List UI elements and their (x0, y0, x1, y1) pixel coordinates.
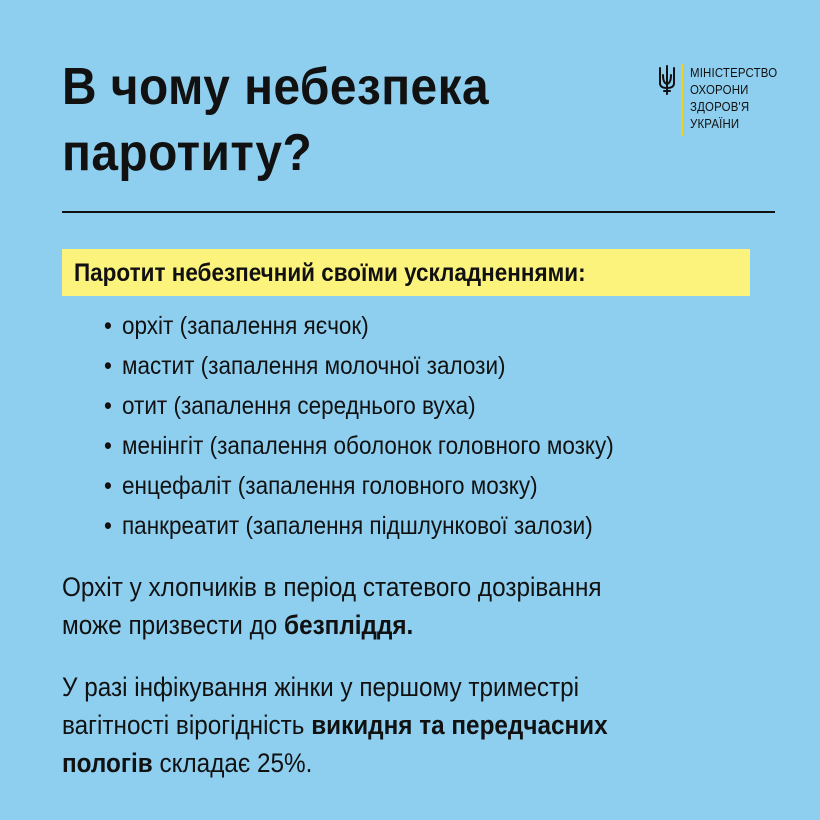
list-item-text: менінгіт (запалення оболонок головного мозку) (122, 432, 614, 460)
pregnancy-paragraph (62, 668, 668, 782)
list-item (104, 350, 614, 390)
complications-list (104, 310, 670, 550)
list-item-text: мастит (запалення молочної залози) (122, 352, 506, 380)
paragraph-bold-text: викидня та передчасних (311, 710, 608, 740)
bullet-icon: • (104, 512, 112, 540)
list-item (104, 470, 614, 510)
paragraph-line: Орхіт у хлопчиків в період статевого дозрівання (62, 572, 602, 602)
bullet-icon: • (104, 432, 112, 460)
list-item (104, 430, 614, 470)
list-item (104, 510, 614, 550)
paragraph-line (62, 706, 608, 744)
logo-line: УКРАЇНИ (690, 116, 740, 131)
paragraph-line (62, 744, 608, 782)
highlight-text: Паротит небезпечний своїми ускладненнями: (74, 259, 586, 287)
bullet-icon: • (104, 472, 112, 500)
paragraph-line (62, 606, 602, 644)
bullet-icon: • (104, 392, 112, 420)
title-divider (62, 211, 775, 213)
paragraph-text: вагітності вірогідність (62, 710, 312, 740)
page-title (62, 54, 577, 186)
paragraph-text: складає 25%. (152, 748, 313, 778)
orchitis-paragraph (62, 568, 662, 644)
paragraph-bold-text: безпліддя. (284, 610, 414, 640)
logo-line: МІНІСТЕРСТВО (690, 65, 778, 80)
title-line-1: В чому небезпека (62, 58, 490, 116)
list-item-text: панкреатит (запалення підшлункової залози) (122, 512, 593, 540)
title-line-2: паротиту? (62, 124, 313, 182)
bullet-icon: • (104, 352, 112, 380)
trident-icon (657, 65, 677, 95)
ministry-logo (657, 64, 789, 136)
list-item (104, 390, 614, 430)
logo-line: ЗДОРОВ'Я (690, 99, 750, 114)
paragraph-line: У разі інфікування жінки у першому триместрі (62, 672, 580, 702)
list-item-text: енцефаліт (запалення головного мозку) (122, 472, 538, 500)
list-item (104, 310, 614, 350)
logo-line: ОХОРОНИ (690, 82, 749, 97)
paragraph-bold-text: пологів (62, 748, 153, 778)
logo-divider (681, 64, 683, 136)
highlight-box (62, 249, 750, 296)
list-item-text: орхіт (запалення яєчок) (122, 312, 369, 340)
paragraph-text: може призвести до (62, 610, 285, 640)
bullet-icon: • (104, 312, 112, 340)
logo-text (690, 64, 789, 132)
list-item-text: отит (запалення середнього вуха) (122, 392, 476, 420)
